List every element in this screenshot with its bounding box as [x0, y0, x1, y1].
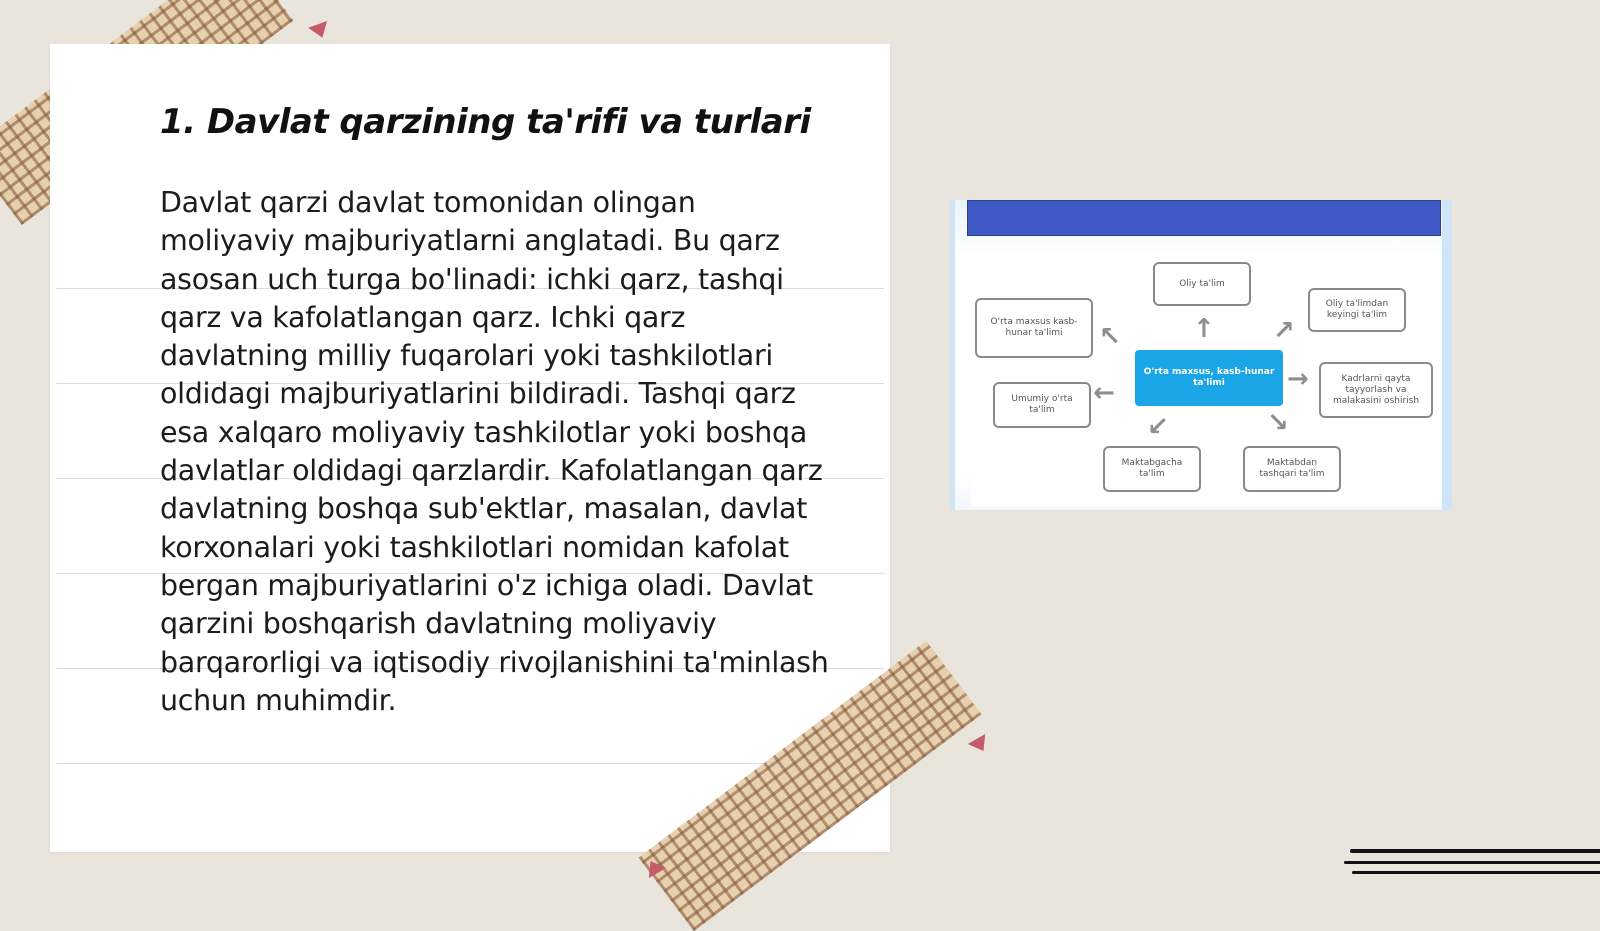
- diagram-node-center: O'rta maxsus, kasb-hunar ta'limi: [1135, 350, 1283, 406]
- diagram-node-top-right: Oliy ta'limdan keyingi ta'lim: [1308, 288, 1406, 332]
- education-diagram-image: [950, 200, 1452, 510]
- arrow-up-right-icon: ↗: [1273, 316, 1295, 346]
- arrow-down-left-icon: ↙: [1147, 412, 1169, 442]
- diagram-node-bottom: Maktabgacha ta'lim: [1103, 446, 1201, 492]
- arrow-right-icon: →: [1287, 364, 1309, 394]
- arrow-left-icon: ←: [1093, 378, 1115, 408]
- diagram-header-bar: [967, 200, 1441, 236]
- diagram-panel: [971, 256, 1445, 506]
- pin-mid-icon: [968, 734, 992, 756]
- diagram-node-right: Kadrlarni qayta tayyorlash va malakasini oshirish: [1319, 362, 1433, 418]
- pin-top-icon: [308, 21, 332, 41]
- decorative-brush-lines: [1350, 845, 1600, 885]
- lined-paper-card: [50, 44, 890, 852]
- diagram-node-left: Umumiy o'rta ta'lim: [993, 382, 1091, 428]
- arrow-up-icon: ↑: [1193, 314, 1215, 344]
- paper-rule: [56, 763, 884, 764]
- arrow-down-right-icon: ↘: [1267, 408, 1289, 438]
- diagram-node-top-left: O'rta maxsus kasb-hunar ta'limi: [975, 298, 1093, 358]
- diagram-node-bottom-right: Maktabdan tashqari ta'lim: [1243, 446, 1341, 492]
- diagram-node-top: Oliy ta'lim: [1153, 262, 1251, 306]
- slide-body-text: Davlat qarzi davlat tomonidan olingan moliyaviy majburiyatlarni anglatadi. Bu qarz asosan uch turga bo'linadi: ichki qarz, tashqi qarz va kafolatlangan qarz. Ichki qarz davlatning milliy fuqarolari yoki tashkilotlari oldidagi majburiyatlarini bildiradi. Tashqi qarz esa xalqaro moliyaviy tashkilotlar yoki boshqa davlatlar oldidagi qarzlardir. Kafolatlangan qarz davlatning boshqa sub'ektlar, masalan, davlat korxonalari yoki tashkilotlari nomidan kafolat bergan majburiyatlarini o'z ichiga oladi. Davlat qarzini boshqarish davlatning moliyaviy barqarorligi va iqtisodiy rivojlanishini ta'minlash uchun muhimdir.: [160, 186, 829, 717]
- slide-title: 1. Davlat qarzining ta'rifi va turlari: [160, 102, 811, 142]
- arrow-up-left-icon: ↖: [1099, 322, 1121, 352]
